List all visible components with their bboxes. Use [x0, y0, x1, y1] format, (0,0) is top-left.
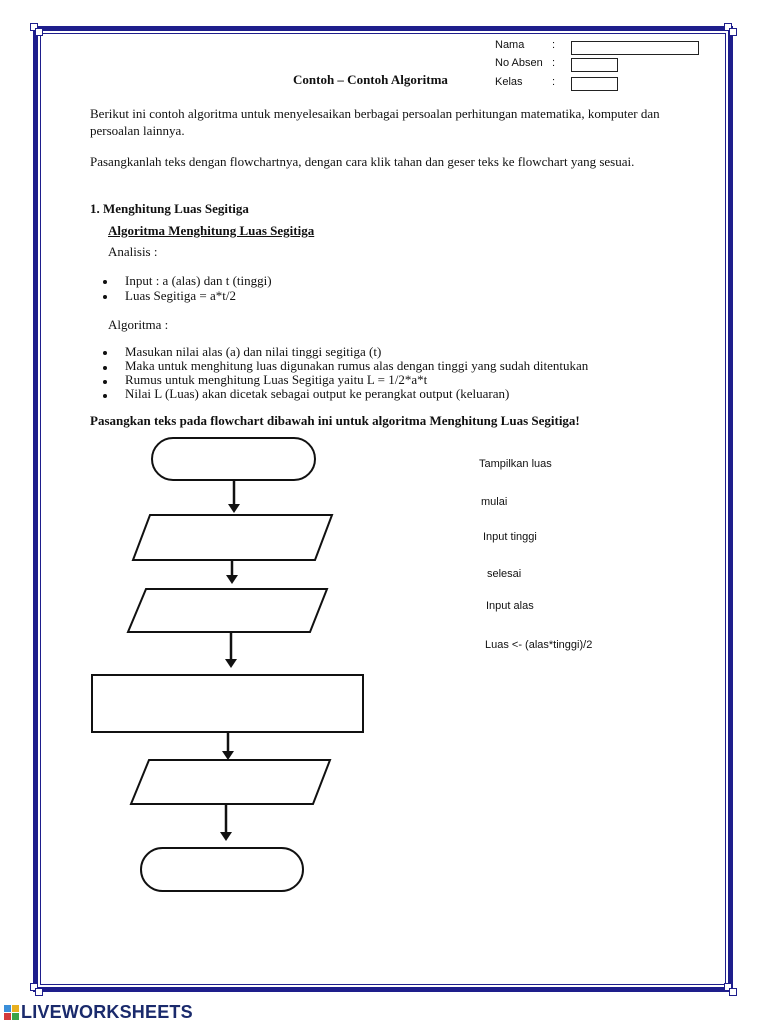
- flowchart-arrow: [228, 480, 240, 513]
- intro-paragraph-2: Pasangkanlah teks dengan flowchartnya, dengan cara klik tahan dan geser teks ke flowchart yang sesuai.: [90, 154, 635, 169]
- field-colon: :: [552, 57, 556, 69]
- flowchart-process-rectangle[interactable]: [92, 675, 363, 732]
- analisis-item: Luas Segitiga = a*t/2: [125, 288, 236, 303]
- page-title: Contoh – Contoh Algoritma: [293, 72, 448, 87]
- algoritma-item: Rumus untuk menghitung Luas Segitiga yaitu L = 1/2*a*t: [125, 372, 428, 387]
- field-label-kelas: Kelas: [495, 76, 523, 88]
- section-heading: 1. Menghitung Luas Segitiga: [90, 201, 249, 216]
- flowchart-input-parallelogram-1[interactable]: [133, 515, 332, 560]
- choice-tampilkan-luas[interactable]: Tampilkan luas: [479, 458, 552, 470]
- choice-input-tinggi[interactable]: Input tinggi: [483, 531, 537, 543]
- algoritma-label: Algoritma :: [108, 317, 169, 332]
- liveworksheets-brand-text: LIVEWORKSHEETS: [21, 1001, 193, 1022]
- choice-luas-formula[interactable]: Luas <- (alas*tinggi)/2: [485, 639, 593, 651]
- choice-input-alas[interactable]: Input alas: [486, 600, 534, 612]
- choice-selesai[interactable]: selesai: [487, 568, 522, 580]
- algoritma-item: Nilai L (Luas) akan dicetak sebagai output ke perangkat output (keluaran): [125, 386, 510, 401]
- field-colon: :: [552, 76, 556, 88]
- analisis-label: Analisis :: [108, 244, 158, 259]
- field-label-nama: Nama: [495, 39, 525, 51]
- flowchart-start-terminal[interactable]: [152, 438, 315, 480]
- section-subheading: Algoritma Menghitung Luas Segitiga: [108, 223, 315, 238]
- flowchart-instruction: Pasangkan teks pada flowchart dibawah ini untuk algoritma Menghitung Luas Segitiga!: [90, 413, 580, 428]
- analisis-item: Input : a (alas) dan t (tinggi): [125, 273, 272, 288]
- intro-paragraph-1: Berikut ini contoh algoritma untuk menyelesaikan berbagai persoalan perhitungan matematika, komputer dan persoalan lainnya.: [90, 106, 660, 138]
- field-label-no-absen: No Absen: [495, 57, 543, 69]
- field-colon: :: [552, 39, 556, 51]
- flowchart-arrow: [226, 560, 238, 584]
- flowchart-end-terminal[interactable]: [141, 848, 303, 891]
- algoritma-item: Maka untuk menghitung luas digunakan rumus alas dengan tinggi yang sudah ditentukan: [125, 358, 589, 373]
- choice-mulai[interactable]: mulai: [481, 496, 508, 508]
- flowchart-output-parallelogram[interactable]: [131, 760, 330, 804]
- algoritma-item: Masukan nilai alas (a) dan nilai tinggi segitiga (t): [125, 344, 382, 359]
- liveworksheets-logo[interactable]: [4, 1002, 193, 1022]
- liveworksheets-logo-icon: [4, 1005, 19, 1020]
- flowchart-arrow: [220, 804, 232, 841]
- flowchart-input-parallelogram-2[interactable]: [128, 589, 327, 632]
- flowchart-arrow: [222, 732, 234, 760]
- flowchart-arrow: [225, 632, 237, 668]
